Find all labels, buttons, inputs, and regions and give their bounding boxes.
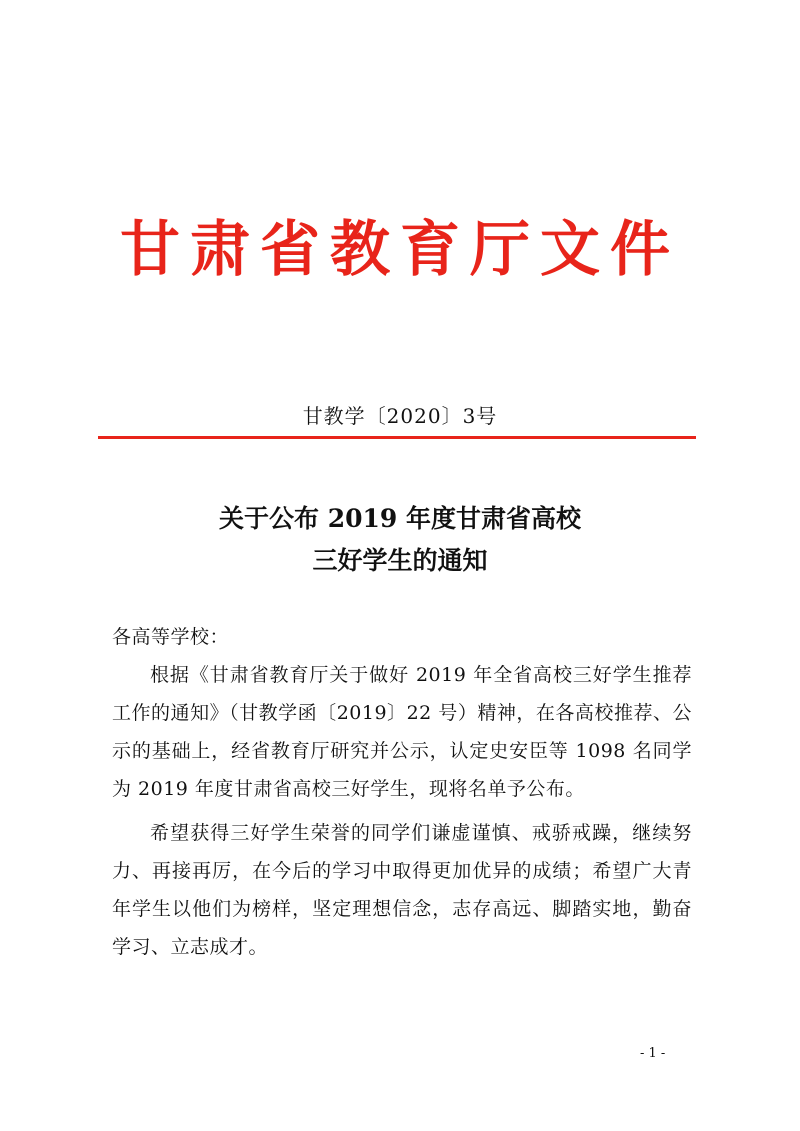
masthead-title: 甘肃省教育厅文件 — [120, 215, 680, 285]
salutation: 各高等学校： — [112, 626, 230, 648]
red-divider-line — [98, 436, 696, 439]
document-number: 甘教学〔2020〕3号 — [302, 404, 498, 428]
body-paragraph-2: 希望获得三好学生荣誉的同学们谦虚谨慎、戒骄戒躁，继续努力、再接再厉，在今后的学习中取得更加优异的成绩；希望广大青年学生以他们为榜样，坚定理想信念，志存高远、脚踏实地，勤奋学习、立志成才。 — [112, 822, 692, 958]
page-number: - 1 - — [640, 1046, 666, 1061]
notice-title — [0, 498, 800, 582]
notice-body — [112, 618, 692, 966]
notice-title-line-2: 三好学生的通知 — [312, 546, 488, 575]
body-paragraph-1: 根据《甘肃省教育厅关于做好 2019 年全省高校三好学生推荐工作的通知》（甘教学函〔2019〕22 号）精神，在各高校推荐、公示的基础上，经省教育厅研究并公示，认定史安臣等 1098 名同学为 2019 年度甘肃省高校三好学生，现将名单予公布。 — [112, 664, 692, 800]
notice-title-line-1: 关于公布 2019 年度甘肃省高校 — [219, 504, 581, 533]
